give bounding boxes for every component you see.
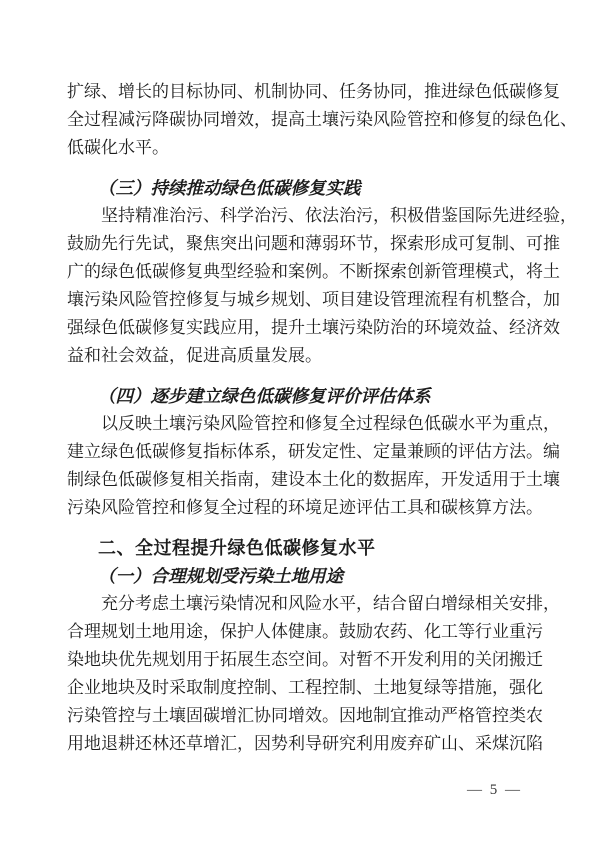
text-line: 益和社会效益，促进高质量发展。 bbox=[67, 346, 322, 365]
text-line: 鼓励先行先试，聚焦突出问题和薄弱环节，探索形成可复制、可推 bbox=[67, 234, 560, 253]
text-line: 染地块优先规划用于拓展生态空间。对暂不开发利用的关闭搬迁 bbox=[67, 650, 543, 669]
text-line: 企业地块及时采取制度控制、工程控制、土地复绿等措施，强化 bbox=[67, 678, 543, 697]
heading-section-2-1: （一）合理规划受污染土地用途 bbox=[98, 566, 343, 586]
paragraph-section-4 bbox=[67, 410, 560, 522]
heading-section-4: （四）逐步建立绿色低碳修复评价评估体系 bbox=[98, 386, 431, 406]
paragraph-section-3 bbox=[67, 202, 577, 370]
text-line: 坚持精准治污、科学治污、依法治污，积极借鉴国际先进经验， bbox=[101, 206, 577, 225]
page-number: — 5 — bbox=[467, 782, 522, 798]
text-line: 充分考虑土壤污染情况和风险水平，结合留白增绿相关安排， bbox=[101, 594, 560, 613]
paragraph-overall-requirements-continued bbox=[67, 78, 577, 162]
heading-section-3: （三）持续推动绿色低碳修复实践 bbox=[98, 178, 361, 198]
paragraph-section-2-1 bbox=[67, 590, 560, 758]
text-line: 污染管控与土壤固碳增汇协同增效。因地制宜推动严格管控类农 bbox=[67, 706, 543, 725]
text-line: 强绿色低碳修复实践应用，提升土壤污染防治的环境效益、经济效 bbox=[67, 318, 560, 337]
text-line: 壤污染风险管控修复与城乡规划、项目建设管理流程有机整合，加 bbox=[67, 290, 560, 309]
text-line: 用地退耕还林还草增汇，因势利导研究利用废弃矿山、采煤沉陷 bbox=[67, 734, 543, 753]
text-line: 广的绿色低碳修复典型经验和案例。不断探索创新管理模式，将土 bbox=[67, 262, 560, 281]
text-line: 以反映土壤污染风险管控和修复全过程绿色低碳水平为重点， bbox=[101, 414, 560, 433]
heading-chapter-2: 二、全过程提升绿色低碳修复水平 bbox=[98, 538, 376, 558]
text-line: 扩绿、增长的目标协同、机制协同、任务协同，推进绿色低碳修复 bbox=[67, 82, 560, 101]
text-line: 全过程减污降碳协同增效，提高土壤污染风险管控和修复的绿色化、 bbox=[67, 110, 577, 129]
text-line: 合理规划土地用途，保护人体健康。鼓励农药、化工等行业重污 bbox=[67, 622, 543, 641]
text-line: 制绿色低碳修复相关指南，建设本土化的数据库，开发适用于土壤 bbox=[67, 470, 560, 489]
text-line: 建立绿色低碳修复指标体系，研发定性、定量兼顾的评估方法。编 bbox=[67, 442, 560, 461]
text-line: 污染风险管控和修复全过程的环境足迹评估工具和碳核算方法。 bbox=[67, 498, 543, 517]
document-content bbox=[67, 78, 577, 758]
text-line: 低碳化水平。 bbox=[67, 138, 169, 157]
